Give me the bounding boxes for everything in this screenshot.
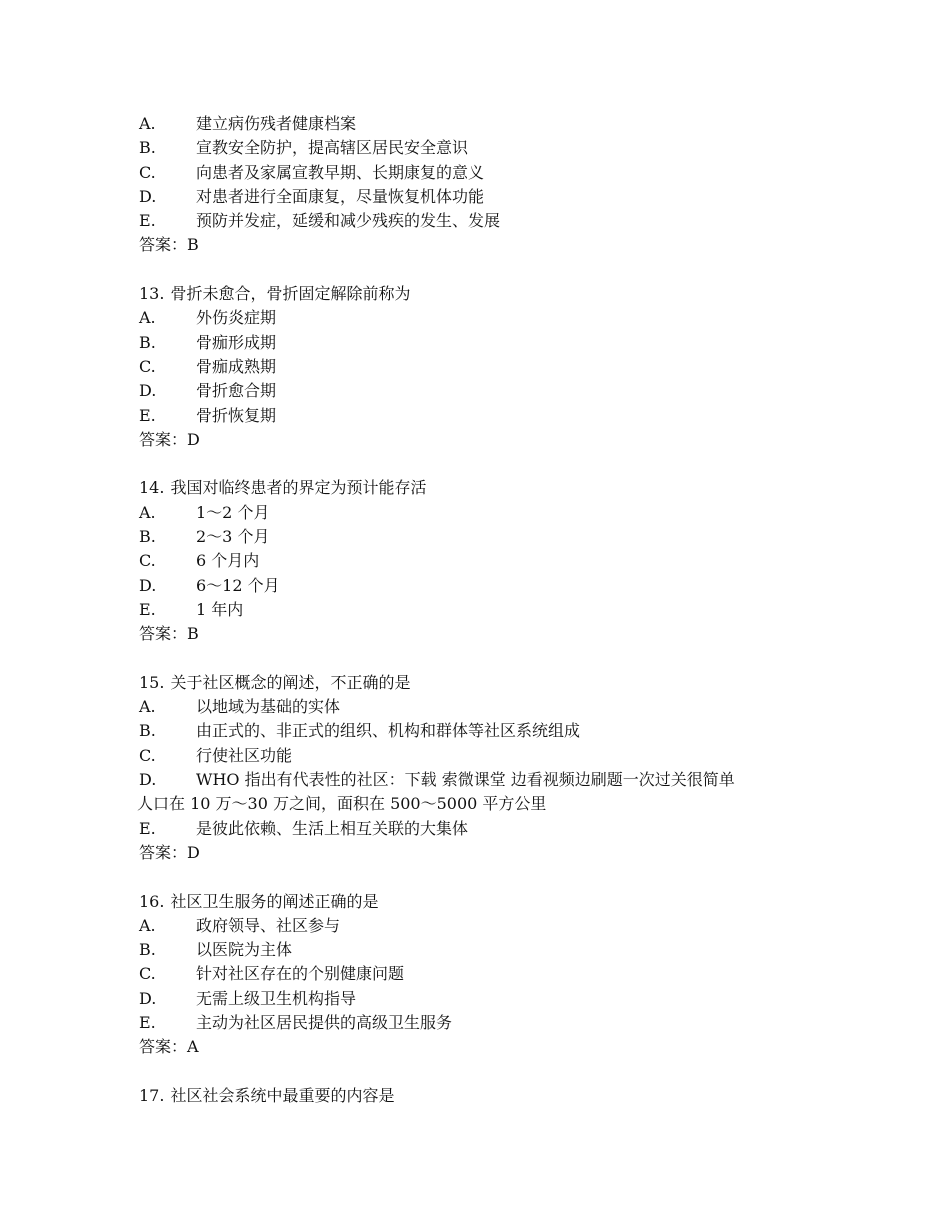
spacer — [139, 452, 839, 476]
option-a: A. 以地域为基础的实体 — [139, 697, 341, 717]
answer: 答案：D — [139, 429, 200, 449]
answer: 答案：B — [139, 235, 199, 255]
option-e: E. 骨折恢复期 — [139, 405, 277, 425]
option-a: A. 外伤炎症期 — [139, 308, 277, 328]
option-b: B. 骨痂形成期 — [139, 332, 277, 352]
option-d: D. 无需上级卫生机构指导 — [139, 988, 357, 1008]
option-c: C. 6 个月内 — [139, 551, 260, 571]
option-e: E. 预防并发症，延缓和减少残疾的发生、发展 — [139, 211, 501, 231]
option-d: D. 6～12 个月 — [139, 575, 280, 595]
option-e: E. 主动为社区居民提供的高级卫生服务 — [139, 1012, 453, 1032]
option-a: A. 政府领导、社区参与 — [139, 915, 341, 935]
answer: 答案：A — [139, 1037, 199, 1057]
option-e: E. 是彼此依赖、生活上相互关联的大集体 — [139, 818, 469, 838]
spacer — [139, 258, 839, 282]
option-d: D. WHO 指出有代表性的社区：下载 索微课堂 边看视频边刷题一次过关很简单 — [139, 770, 735, 790]
question-stem: 14. 我国对临终患者的界定为预计能存活 — [139, 478, 427, 498]
question-stem: 16. 社区卫生服务的阐述正确的是 — [139, 891, 379, 911]
option-a: A. 建立病伤残者健康档案 — [139, 114, 357, 133]
question-block-13 — [139, 282, 839, 452]
option-c: C. 针对社区存在的个别健康问题 — [139, 964, 405, 984]
answer: 答案：D — [139, 842, 200, 862]
option-a: A. 1～2 个月 — [139, 502, 270, 522]
option-c: C. 行使社区功能 — [139, 745, 293, 765]
option-b: B. 2～3 个月 — [139, 527, 270, 547]
question-block-16 — [139, 890, 839, 1060]
spacer — [139, 1060, 839, 1084]
question-stem: 13. 骨折未愈合，骨折固定解除前称为 — [139, 284, 411, 304]
question-block-12 — [139, 112, 839, 258]
option-c: C. 向患者及家属宣教早期、长期康复的意义 — [139, 162, 485, 182]
option-c: C. 骨痂成熟期 — [139, 356, 277, 376]
question-stem: 17. 社区社会系统中最重要的内容是 — [139, 1085, 395, 1105]
spacer — [139, 647, 839, 671]
option-d: D. 骨折愈合期 — [139, 381, 277, 401]
option-b: B. 由正式的、非正式的组织、机构和群体等社区系统组成 — [139, 721, 581, 741]
option-d: D. 对患者进行全面康复，尽量恢复机体功能 — [139, 186, 485, 206]
option-b: B. 以医院为主体 — [139, 940, 293, 960]
option-e: E. 1 年内 — [139, 599, 244, 619]
question-stem: 15. 关于社区概念的阐述，不正确的是 — [139, 672, 411, 692]
option-d-continuation: 人口在 10 万～30 万之间，面积在 500～5000 平方公里 — [137, 794, 547, 814]
question-block-15 — [139, 671, 839, 865]
option-b: B. 宣教安全防护，提高辖区居民安全意识 — [139, 138, 469, 158]
answer: 答案：B — [139, 624, 199, 644]
question-block-14 — [139, 476, 839, 646]
document-page — [139, 112, 839, 1108]
spacer — [139, 865, 839, 889]
question-block-17 — [139, 1084, 839, 1108]
